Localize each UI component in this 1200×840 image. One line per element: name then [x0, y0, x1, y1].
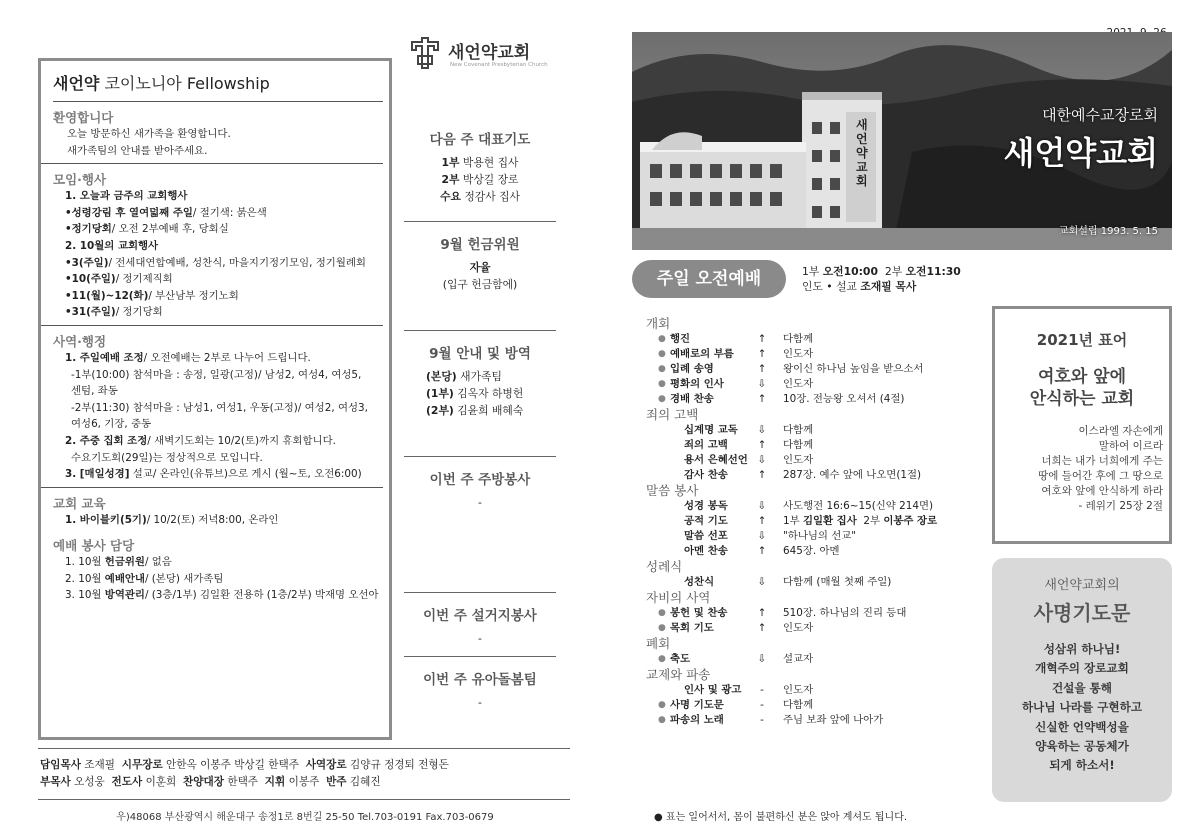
order-group-heading: 성례식	[646, 559, 683, 574]
guide-heading: 9월 안내 및 방역	[429, 346, 531, 362]
order-item	[646, 698, 986, 713]
standing-dot-icon: ●	[658, 715, 666, 725]
standing-dot-icon: ●	[658, 334, 666, 344]
posture-arrow-icon: ↑	[757, 348, 767, 360]
admin-item: 2. 주중 집회 조정/ 새벽기도회는 10/2(토)까지 휴회합니다.	[65, 434, 336, 447]
order-item	[646, 683, 986, 698]
guide-list	[404, 368, 556, 419]
service-item: 2. 10월 예배안내/ (본당) 새가족팀	[65, 572, 224, 585]
staff-role: 전도사 이훈희	[111, 776, 184, 788]
order-item	[646, 544, 986, 559]
standing-dot-icon: ●	[658, 349, 666, 359]
standing-dot-icon: ●	[658, 394, 666, 404]
standing-dot-icon: ●	[658, 623, 666, 633]
divider	[38, 799, 570, 800]
motto-verse	[1001, 424, 1163, 514]
order-item-desc: 다함께	[783, 424, 814, 436]
order-item-name: 목회 기도	[670, 622, 714, 634]
mission-body	[992, 640, 1172, 776]
service-item: 3. 10월 방역관리/ (3층/1부) 김일환 전용하 (1층/2부) 박재명 오선아	[65, 589, 379, 602]
posture-arrow-icon: ↑	[757, 607, 767, 619]
logo-name: 새언약교회	[448, 43, 531, 63]
fellowship-title: 새언약 코이노니아 Fellowship	[53, 71, 383, 102]
order-item-name: 성경 봉독	[684, 500, 728, 512]
order-item	[646, 514, 986, 529]
verse-line: 이스라엘 자손에게	[1078, 425, 1163, 437]
baby-value: -	[478, 696, 482, 709]
order-item	[646, 621, 986, 636]
prayer-leader: 수요 정감사 집사	[440, 190, 520, 203]
worship-times: 1부 오전10:00 2부 오전11:30	[802, 265, 961, 278]
order-group-heading: 죄의 고백	[646, 407, 699, 422]
mission-line: 하나님 나라를 구현하고	[1021, 700, 1143, 715]
events-heading: 모임·행사	[53, 172, 107, 188]
order-item-name: 감사 찬송	[684, 469, 728, 481]
education-list	[53, 512, 379, 529]
staff-role: 찬양대장 한택주	[183, 776, 265, 788]
staff-list	[40, 757, 570, 791]
standing-dot-icon: ●	[658, 700, 666, 710]
guide-member: (본당) 새가족팀	[426, 370, 502, 383]
prayer-leader: 1부 박용현 집사	[441, 156, 519, 169]
mission-line: 양육하는 공동체가	[1035, 739, 1129, 754]
motto-line-2: 안식하는 교회	[1029, 389, 1135, 409]
standing-dot-icon: ●	[658, 379, 666, 389]
divider	[404, 656, 556, 657]
order-item-desc: 인도자	[783, 348, 814, 360]
admin-item: 여성6, 기장, 중동	[71, 418, 152, 431]
order-item	[646, 453, 986, 468]
posture-arrow-icon: ↑	[757, 393, 767, 405]
order-item	[646, 362, 986, 377]
welcome-heading: 환영합니다	[53, 110, 114, 125]
posture-arrow-icon: ⇩	[757, 454, 767, 466]
order-item	[646, 713, 986, 728]
standing-dot-icon: ●	[658, 364, 666, 374]
order-item-desc: 다함께	[783, 333, 814, 345]
verse-line: - 레위기 25장 2절	[1078, 500, 1163, 512]
mission-line: 건설을 통해	[1051, 680, 1113, 695]
service-item: 1. 10월 헌금위원/ 없음	[65, 556, 172, 569]
worship-title: 주일 오전예배	[632, 260, 786, 298]
order-item-desc: 사도행전 16:6~15(신약 214면)	[783, 500, 934, 512]
staff-role: 담임목사 조재필	[40, 759, 122, 771]
admin-item: -2부(11:30) 참석마을 : 남성1, 여성1, 우동(고정)/ 여성2, 여성3,	[71, 401, 368, 414]
divider	[38, 748, 570, 749]
order-item-desc: 인도자	[783, 684, 814, 696]
staff-line-1	[40, 757, 570, 774]
event-item: 2. 10월의 교회행사	[65, 239, 159, 252]
divider	[41, 325, 383, 326]
admin-heading: 사역·행정	[53, 333, 107, 349]
dish-service	[404, 604, 556, 647]
order-item-desc: 다함께	[783, 439, 814, 451]
offering-note: (입구 헌금함에)	[442, 278, 518, 291]
posture-arrow-icon: ⇩	[757, 378, 767, 390]
order-item-desc: 510장. 하나님의 진리 등대	[783, 607, 907, 619]
posture-arrow-icon: ⇩	[757, 500, 767, 512]
service-list	[53, 554, 379, 604]
posture-arrow-icon: ↑	[757, 545, 767, 557]
order-item-name: 인사 및 광고	[684, 684, 742, 696]
mission-line: 되게 하소서!	[1049, 758, 1115, 773]
posture-arrow-icon: ⇩	[757, 530, 767, 542]
order-item-name: 아멘 찬송	[684, 545, 728, 557]
order-item-name: 사명 기도문	[670, 699, 724, 711]
service-heading: 예배 봉사 담당	[53, 538, 135, 554]
staff-role: 시무장로 안한옥 이봉주 박상길 한택주	[121, 759, 306, 771]
posture-arrow-icon: ⇩	[757, 424, 767, 436]
order-item-desc: 주님 보좌 앞에 나아가	[783, 714, 884, 726]
order-item	[646, 438, 986, 453]
verse-line: 여호와 앞에 안식하게 하라	[1041, 485, 1163, 497]
order-item-name: 입례 송영	[670, 363, 714, 375]
divider	[404, 456, 556, 457]
posture-arrow-icon: -	[760, 714, 764, 726]
divider	[404, 592, 556, 593]
order-item-desc: 다함께 (매월 첫째 주일)	[783, 576, 892, 588]
baby-heading: 이번 주 유아돌봄팀	[423, 672, 537, 688]
order-item-desc: 10장. 전능왕 오셔서 (4절)	[783, 393, 905, 405]
education-heading: 교회 교육	[53, 495, 106, 511]
order-group-heading: 자비의 사역	[646, 590, 711, 605]
order-item	[646, 606, 986, 621]
church-address: 우)48068 부산광역시 해운대구 송정1로 8번길 25-50 Tel.703-0191 Fax.703-0679	[116, 812, 494, 823]
welcome-line-1: 오늘 방문하신 새가족을 환영합니다.	[67, 128, 231, 140]
order-item-name: 성찬식	[684, 576, 715, 588]
admin-item: 1. 주일예배 조정/ 오전예배는 2부로 나누어 드립니다.	[65, 351, 311, 364]
event-item: •성령강림 후 열여덟째 주일/ 절기색: 붉은색	[65, 206, 267, 219]
verse-line: 땅에 들어간 후에 그 땅으로	[1038, 470, 1163, 482]
admin-item: 수요기도회(29일)는 정상적으로 모입니다.	[71, 451, 263, 464]
kitchen-heading: 이번 주 주방봉사	[429, 472, 531, 488]
order-item-name: 십계명 교독	[684, 424, 738, 436]
posture-arrow-icon: ↑	[757, 439, 767, 451]
year-motto-box	[992, 306, 1172, 544]
order-item-name: 파송의 노래	[670, 714, 724, 726]
order-item-desc: "하나님의 선교"	[783, 530, 857, 542]
church-logo-icon	[408, 36, 442, 70]
order-item	[646, 529, 986, 544]
staff-role: 부목사 오성웅	[40, 776, 112, 788]
posture-arrow-icon: ↑	[757, 469, 767, 481]
verse-line: 너희는 내가 너희에게 주는	[1041, 455, 1163, 467]
divider	[404, 221, 556, 222]
worship-info	[802, 264, 961, 294]
order-item-desc: 인도자	[783, 622, 814, 634]
mission-line: 신실한 언약백성을	[1035, 719, 1129, 734]
next-week-prayer-list	[404, 154, 556, 205]
guide-member: (2부) 김윤희 배혜숙	[426, 404, 524, 417]
education-item: 1. 바이블키(5기)/ 10/2(토) 저녁8:00, 온라인	[65, 513, 279, 526]
order-item	[646, 423, 986, 438]
offering-value: 자율	[469, 261, 491, 274]
mission-prayer-box	[992, 558, 1172, 802]
posture-arrow-icon: ↑	[757, 622, 767, 634]
staff-role: 반주 김혜진	[326, 776, 381, 788]
kitchen-service	[404, 468, 556, 511]
order-item-desc: 1부 김일환 집사 2부 이봉주 장로	[783, 515, 938, 527]
baby-care	[404, 668, 556, 711]
order-item-name: 말씀 선포	[684, 530, 728, 542]
standing-note: ● 표는 일어서서, 몸이 불편하신 분은 앉아 계셔도 됩니다.	[654, 812, 908, 823]
posture-arrow-icon: -	[760, 684, 764, 696]
next-week-prayer	[404, 128, 556, 205]
order-item	[646, 377, 986, 392]
prayer-leader: 2부 박상길 장로	[441, 173, 519, 186]
event-item: •31(주일)/ 정기당회	[65, 306, 163, 319]
mission-title: 사명기도문	[1033, 601, 1131, 625]
order-item	[646, 575, 986, 590]
dish-value: -	[478, 632, 482, 645]
motto-year: 2021년 표어	[1036, 331, 1128, 349]
order-item	[646, 499, 986, 514]
church-name: 새언약교회	[1003, 134, 1158, 172]
event-item: •10(주일)/ 정기제직회	[65, 273, 173, 286]
admin-item: -1부(10:00) 참석마을 : 송정, 일광(고정)/ 남성2, 여성4, 여성5,	[71, 368, 362, 381]
guide-member: (1부) 김옥자 하병헌	[426, 387, 524, 400]
guide-quarantine	[404, 342, 556, 419]
admin-list	[53, 350, 379, 483]
standing-dot-icon: ●	[658, 654, 666, 664]
posture-arrow-icon: ↑	[757, 515, 767, 527]
order-item	[646, 392, 986, 407]
order-item-desc: 설교자	[783, 653, 814, 665]
order-item-desc: 왕이신 하나님 높임을 받으소서	[783, 363, 924, 375]
posture-arrow-icon: ⇩	[757, 653, 767, 665]
welcome-line-2: 새가족팀의 안내를 받아주세요.	[67, 144, 208, 157]
posture-arrow-icon: ⇩	[757, 576, 767, 588]
posture-arrow-icon: ↑	[757, 333, 767, 345]
motto-line-1: 여호와 앞에	[1037, 367, 1127, 387]
mission-line: 성삼위 하나님!	[1043, 642, 1121, 656]
order-item	[646, 652, 986, 667]
fellowship-panel	[38, 58, 392, 740]
order-group-heading: 말씀 봉사	[646, 483, 699, 498]
order-item-name: 공적 기도	[684, 515, 728, 527]
worship-leader: 인도 • 설교 조재필 목사	[802, 280, 917, 293]
order-group-heading: 교제와 파송	[646, 667, 711, 682]
church-logo	[408, 34, 568, 78]
offering-committee	[404, 233, 556, 293]
mission-line: 개혁주의 장로교회	[1035, 661, 1129, 676]
event-item: 1. 오늘과 금주의 교회행사	[65, 190, 188, 203]
order-item-desc: 287장. 예수 앞에 나오면(1절)	[783, 469, 922, 481]
order-item-name: 축도	[670, 653, 691, 665]
order-item-name: 행진	[670, 333, 691, 345]
order-item	[646, 347, 986, 362]
dish-heading: 이번 주 설거지봉사	[423, 608, 537, 624]
staff-role: 사역장로 김양규 정경퇴 전형돈	[305, 759, 449, 771]
order-group-heading: 개회	[646, 316, 671, 331]
event-item: •정기당회/ 오전 2부예배 후, 당회실	[65, 223, 229, 236]
order-item-name: 용서 은혜선언	[684, 454, 748, 466]
order-item	[646, 468, 986, 483]
order-item-desc: 645장. 아멘	[783, 545, 840, 557]
order-item-name: 죄의 고백	[684, 439, 728, 451]
event-item: •3(주일)/ 전세대연합예배, 성찬식, 마을지기정기모임, 정기월례회	[65, 256, 366, 269]
event-item: •11(월)~12(화)/ 부산남부 정기노회	[65, 289, 239, 302]
building-sign: 새언약교회	[856, 118, 868, 188]
founded-date: 교회설립 1993. 5. 15	[1058, 226, 1158, 237]
mission-subtitle: 새언약교회의	[1044, 578, 1120, 593]
order-item-name: 봉헌 및 찬송	[670, 607, 728, 619]
order-item-desc: 다함께	[783, 699, 814, 711]
admin-item: 3. [매일성경] 설교/ 온라인(유튜브)으로 게시 (월~토, 오전6:00)	[65, 468, 362, 481]
order-item-name: 경배 찬송	[670, 393, 714, 405]
order-of-worship	[646, 316, 986, 728]
denomination: 대한예수교장로회	[1042, 106, 1158, 124]
logo-subtitle: New Covenant Presbyterian Church	[450, 62, 548, 68]
posture-arrow-icon: ↑	[757, 363, 767, 375]
church-photo	[632, 32, 1172, 250]
order-item-name: 평화의 인사	[670, 378, 724, 390]
order-item-desc: 인도자	[783, 454, 814, 466]
divider	[404, 330, 556, 331]
order-item-name: 예배로의 부름	[670, 348, 734, 360]
offering-heading: 9월 헌금위원	[440, 237, 520, 253]
standing-dot-icon: ●	[658, 608, 666, 618]
admin-item: 센텀, 좌동	[71, 385, 118, 398]
kitchen-value: -	[478, 496, 482, 509]
posture-arrow-icon: -	[760, 699, 764, 711]
next-week-prayer-heading: 다음 주 대표기도	[429, 132, 531, 148]
divider	[41, 487, 383, 488]
verse-line: 말하여 이르라	[1098, 440, 1163, 452]
staff-line-2	[40, 774, 570, 791]
order-group-heading: 폐회	[646, 636, 671, 651]
divider	[41, 163, 383, 164]
order-item	[646, 332, 986, 347]
order-item-desc: 인도자	[783, 378, 814, 390]
events-list	[53, 188, 379, 321]
staff-role: 지휘 이봉주	[264, 776, 327, 788]
